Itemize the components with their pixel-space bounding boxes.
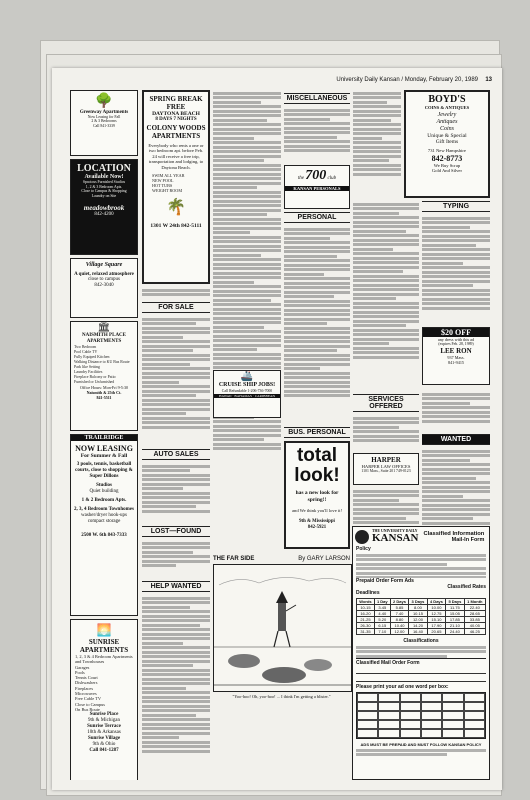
rate-cell: 7.40: [390, 611, 408, 617]
rates-table: [356, 598, 486, 635]
harper-address: 1101 Mass., Suite 201 749-0123: [361, 469, 411, 474]
naismith-item: Walking Distance to KU Bus Route: [74, 360, 130, 364]
classified-text: [284, 107, 350, 165]
sunrise-item: Microwaves: [75, 691, 97, 697]
cruise-ship-ad: [213, 370, 281, 418]
naismith-address: Naismith & 25th Ct.: [86, 390, 122, 395]
classified-heading: Classified Information: [423, 530, 485, 537]
boyds-tagline: Gold And Silver: [431, 168, 462, 174]
policy-heading: Policy: [356, 546, 371, 552]
sunrise-address: 9th & Ohio: [92, 742, 116, 748]
boyds-address: 731 New Hampshire: [427, 147, 466, 153]
comic-title: THE FAR SIDE: [213, 556, 255, 562]
rates-heading: Classified Rates: [447, 584, 486, 590]
cruise-title: CRUISE SHIP JOBS!: [218, 382, 276, 388]
rates-header: Words: [357, 599, 375, 605]
sunrise-item: On Bus Route: [75, 706, 100, 712]
column-1: [70, 90, 138, 780]
rate-cell: 21.10: [446, 623, 464, 629]
rate-cell: 33.85: [464, 617, 485, 623]
colony-woods-item: WEIGHT ROOM: [152, 188, 183, 194]
rates-header: 1 Month: [464, 599, 485, 605]
naismith-item: Fully Equiped Kitchen: [74, 355, 110, 359]
lee-ron-phone: 841-9415: [447, 359, 465, 365]
classified-text: [142, 287, 210, 299]
palm-tree-icon: 🌴: [166, 199, 186, 217]
sunrise-title: SUNRISE APARTMENTS: [79, 638, 129, 654]
lee-ron-ad: [422, 327, 490, 385]
rate-cell: 8.80: [390, 617, 408, 623]
rate-cell: 12.00: [409, 617, 427, 623]
greenway-line: Now Leasing for Fall: [87, 115, 121, 119]
total-look-ad: [284, 441, 350, 549]
naismith-ad: [70, 321, 138, 431]
far-side-comic: [213, 556, 350, 718]
comic-caption: "Yoo-hoo! Oh, yoo-hoo! ... I think I'm getting a blister.": [232, 694, 331, 699]
naismith-office: Office Hours: Mon-Fri 9-5:30: [79, 385, 129, 390]
form-footer: ADS MUST BE PREPAID AND MUST FOLLOW KANSAN POLICY: [360, 742, 482, 747]
location-ad: [70, 159, 138, 255]
rate-cell: 17.90: [427, 623, 445, 629]
classified-text: [353, 201, 419, 391]
rate-cell: 22.40: [464, 605, 485, 611]
club-suffix: club: [327, 176, 337, 181]
rates-header: 1 Day: [374, 599, 390, 605]
section-lost-found: LOST—FOUND: [142, 526, 210, 537]
colony-woods-ad: [142, 90, 210, 284]
naismith-phone: 841-5511: [96, 395, 112, 400]
trailridge-ad: [70, 434, 138, 616]
sunrise-item: Tennis Court: [75, 675, 98, 681]
colony-woods-item: HOT TUBS: [152, 183, 173, 189]
classified-mail-in-form: [352, 526, 490, 780]
trailridge-item: washer/dryer hook-ups: [81, 513, 127, 518]
section-wanted: WANTED: [422, 434, 490, 445]
trailridge-phone: 2500 W. 6th 843-7333: [81, 533, 127, 538]
building-icon: 🏛: [97, 322, 111, 333]
classified-text: [356, 552, 486, 578]
lee-ron-offer: $20 OFF: [423, 328, 489, 337]
rates-header: 4 Days: [427, 599, 445, 605]
naismith-item: Pool Cable TV: [74, 350, 98, 354]
classified-text: [353, 415, 419, 453]
rate-cell: 24.40: [446, 629, 464, 635]
boyds-tagline: Unique & Special: [427, 133, 467, 139]
greenway-ad: [70, 90, 138, 156]
rate-cell: 15.10: [427, 617, 445, 623]
masthead: University Daily Kansan / Monday, February 20, 1989: [336, 77, 478, 83]
section-bus-personal: BUS. PERSONAL: [284, 427, 350, 438]
village-sub: close to campus: [88, 277, 120, 282]
section-personal: PERSONAL: [284, 212, 350, 223]
comic-drawing: [213, 564, 352, 692]
section-miscellaneous: MISCELLANEOUS: [284, 93, 350, 104]
total-look-phone: 842-5921: [307, 525, 327, 531]
meadowbrook-logo: meadowbrook: [83, 204, 125, 213]
sunrise-item: 1, 2, 3 & 4 Bedroom Apartments and Townhouses: [75, 654, 133, 665]
tree-icon: 🌳: [95, 94, 113, 109]
trailridge-title: NOW LEASING: [75, 444, 133, 453]
ship-icon: 🚢: [240, 371, 254, 382]
section-help-wanted: HELP WANTED: [142, 581, 210, 592]
rate-cell: 4.40: [374, 611, 390, 617]
trailridge-features: 3 pools, tennis, basketball courts, close to shopping & Super Dillons: [75, 462, 133, 479]
column-3: [213, 90, 281, 550]
sunrise-item: Garages: [75, 664, 90, 670]
table-row: [357, 629, 486, 635]
classified-text: [284, 226, 350, 424]
lee-ron-logo: LEE RON: [440, 346, 472, 355]
classified-text: [353, 90, 401, 190]
sunrise-address: 9th & Michigan: [88, 718, 120, 724]
total-look-slogan: has a new look for spring!!: [295, 490, 339, 503]
classified-text: [142, 463, 210, 523]
sunrise-place: Sunrise Village: [87, 736, 121, 742]
prepaid-heading: Prepaid Order Form Ads: [356, 578, 414, 584]
rate-cell: 40.05: [464, 623, 485, 629]
sunrise-icon: 🌅: [96, 623, 112, 637]
rates-header: 2 Days: [390, 599, 408, 605]
rate-cell: 10.40: [390, 623, 408, 629]
sunrise-item: Pools: [75, 669, 85, 675]
address-line[interactable]: [356, 676, 486, 682]
word-box-grid[interactable]: [356, 692, 486, 739]
harper-ad: [353, 453, 419, 485]
greenway-title: Greenway Apartments: [79, 110, 129, 115]
rate-cell: 5.20: [374, 617, 390, 623]
classifications-heading: Classifications: [403, 638, 439, 644]
total-look-address: 9th & Mississippi: [299, 519, 335, 525]
village-square-ad: [70, 258, 138, 318]
trailridge-item: 2, 3, 4 Bedroom Townhomes: [74, 507, 134, 512]
rate-cell: 26-30: [357, 623, 375, 629]
sunrise-item: Dishwashers: [75, 680, 98, 686]
naismith-item: Furnished or Unfurnished: [74, 380, 115, 384]
rate-cell: 3.45: [374, 605, 390, 611]
deadlines-heading: Deadlines: [356, 590, 380, 596]
sunrise-phone: Call 841-1287: [89, 748, 119, 754]
boyds-ad: [404, 90, 490, 198]
location-subtitle: Available Now!: [84, 174, 124, 180]
sunrise-ad: [70, 619, 138, 780]
boyds-item: Jewelry: [437, 112, 457, 118]
rate-cell: 28.65: [464, 611, 485, 617]
kansan-school: THE UNIVERSITY DAILY: [372, 529, 418, 533]
classified-text: [142, 316, 210, 446]
spring-break-destination: DAYTONA BEACH: [152, 111, 200, 117]
sunrise-address: 10th & Arkansas: [87, 730, 121, 736]
mail-form-heading: Classified Mail Order Form: [356, 658, 486, 666]
classified-text: [422, 391, 490, 431]
classified-text: [142, 595, 210, 780]
rate-cell: 20.65: [427, 629, 445, 635]
sunrise-item: Free Cable TV: [75, 696, 102, 702]
comic-byline: By GARY LARSON: [298, 556, 350, 562]
page-header: [62, 77, 492, 87]
page-number: 13: [485, 77, 492, 83]
total-look-logo: total look!: [294, 445, 340, 486]
lee-ron-line: any dress with this ad: [437, 337, 475, 342]
club-number: 700: [305, 168, 327, 183]
lee-ron-address: 937 Mass.: [447, 354, 465, 360]
location-line: Spacious Furnished Studios: [82, 180, 126, 184]
section-services-offered: SERVICES OFFERED: [353, 394, 419, 412]
village-phone: 842-3040: [94, 283, 114, 288]
rates-header: 3 Days: [409, 599, 427, 605]
print-instructions: Please print your ad one word per box:: [356, 684, 449, 690]
rate-cell: 10.00: [427, 605, 445, 611]
naismith-title: NAISMITH PLACE APARTMENTS: [81, 333, 127, 344]
section-auto-sales: AUTO SALES: [142, 449, 210, 460]
naismith-item: Fireplace Balcony or Patio: [74, 375, 116, 379]
naismith-item: Two Bedroom: [74, 345, 97, 349]
colony-woods-item: NEW POOL: [152, 178, 174, 184]
location-line: Close to Campus & Shopping: [81, 189, 127, 194]
greenway-line: 2 & 3 Bedrooms: [91, 119, 117, 124]
colony-woods-body: Everybody who rents a one or two bedroom apt. before Feb. 24 will receive a free trip, transportation and lodging, to Daytona Beach.: [148, 143, 204, 170]
rate-cell: 17.85: [446, 617, 464, 623]
spring-break-title: SPRING BREAK FREE: [149, 95, 203, 111]
rates-header: 5 Days: [446, 599, 464, 605]
trailridge-item: 1 & 2 Bedroom Apts.: [81, 498, 127, 503]
rate-cell: 46.25: [464, 629, 485, 635]
rate-cell: 16-20: [357, 611, 375, 617]
trailridge-logo: TRAILRIDGE: [71, 435, 137, 441]
rate-cell: 11.75: [446, 605, 464, 611]
location-title: LOCATION: [77, 163, 131, 174]
harper-title: HARPER: [371, 456, 401, 464]
section-typing: TYPING: [422, 201, 490, 212]
rate-cell: 12.00: [390, 629, 408, 635]
boyds-item: Antiques: [436, 119, 458, 125]
cruise-phone: Call Refundable 1-206-736-7000: [221, 389, 273, 393]
trailridge-item: Studios: [96, 483, 112, 488]
club-700-ad: [284, 165, 350, 209]
club-prefix: the: [297, 176, 304, 181]
location-line: Laundry on Site: [91, 193, 117, 198]
colony-woods-phone: 1301 W 24th 842-5111: [150, 223, 202, 230]
rate-cell: 21-25: [357, 617, 375, 623]
boyds-subtitle: COINS & ANTIQUES: [424, 105, 470, 110]
boyds-title: BOYD'S: [428, 94, 466, 105]
location-line: 1, 2 & 3 Bedroom Apts.: [85, 184, 123, 189]
spring-break-days: 8 DAYS 7 NIGHTS: [155, 117, 197, 122]
rate-cell: 31-35: [357, 629, 375, 635]
sunrise-item: Fireplaces: [75, 685, 94, 691]
rate-cell: 5.85: [390, 605, 408, 611]
classified-text: [356, 644, 486, 658]
rate-cell: 7.10: [374, 629, 390, 635]
trailridge-subtitle: For Summer & Fall: [80, 453, 128, 459]
greenway-line: Call 841-3339: [93, 123, 115, 128]
kansan-title: KANSAN: [372, 532, 419, 544]
sunrise-place: Sunrise Terrace: [87, 724, 121, 730]
rate-cell: 15.05: [446, 611, 464, 617]
colony-woods-title: COLONY WOODS APARTMENTS: [146, 124, 206, 140]
jayhawk-icon: [355, 530, 369, 544]
classified-text: [422, 215, 490, 327]
sunrise-item: Close to Campus: [75, 701, 106, 707]
village-tagline: A quiet, relaxed atmosphere: [74, 272, 134, 277]
sunrise-place: Sunrise Place: [89, 712, 119, 718]
rate-cell: 10.15: [409, 611, 427, 617]
lee-ron-expires: (expires Feb. 28, 1989): [438, 342, 474, 346]
trailridge-item: Quiet building: [89, 489, 119, 494]
rate-cell: 14.20: [409, 623, 427, 629]
harper-subtitle: HARPER LAW OFFICES: [361, 464, 411, 469]
classified-subheading: Mail-In Form: [451, 536, 485, 543]
column-4: [284, 90, 350, 550]
rate-cell: 16.40: [409, 629, 427, 635]
boyds-tagline: Gift Items: [435, 139, 459, 146]
rate-cell: 6.15: [374, 623, 390, 629]
trailridge-item: compact storage: [87, 519, 121, 524]
rate-cell: 8.00: [409, 605, 427, 611]
colony-woods-item: SWIM ALL YEAR: [152, 173, 185, 179]
location-phone: 842-4200: [94, 212, 114, 218]
boyds-tagline: We Buy Scrap: [433, 162, 461, 168]
section-for-sale: FOR SALE: [142, 302, 210, 313]
classified-text: [142, 540, 210, 578]
rate-cell: 10-15: [357, 605, 375, 611]
naismith-item: Laundry Facilities: [74, 370, 103, 374]
total-look-sub: and We think you'll love it!: [291, 508, 342, 514]
classified-text: [356, 747, 486, 757]
naismith-item: Park like Setting: [74, 365, 100, 369]
cruise-destinations: HAWAII · BAHAMAS · CARIBBEAN: [214, 394, 280, 398]
rate-cell: 12.75: [427, 611, 445, 617]
boyds-phone: 842-8773: [431, 153, 463, 163]
boyds-item: Coins: [439, 126, 454, 132]
club-subtitle: KANSAN PERSONALS: [285, 186, 349, 191]
column-2: [142, 90, 210, 780]
village-square-logo: Village Square: [85, 262, 123, 268]
name-line[interactable]: [356, 668, 486, 674]
